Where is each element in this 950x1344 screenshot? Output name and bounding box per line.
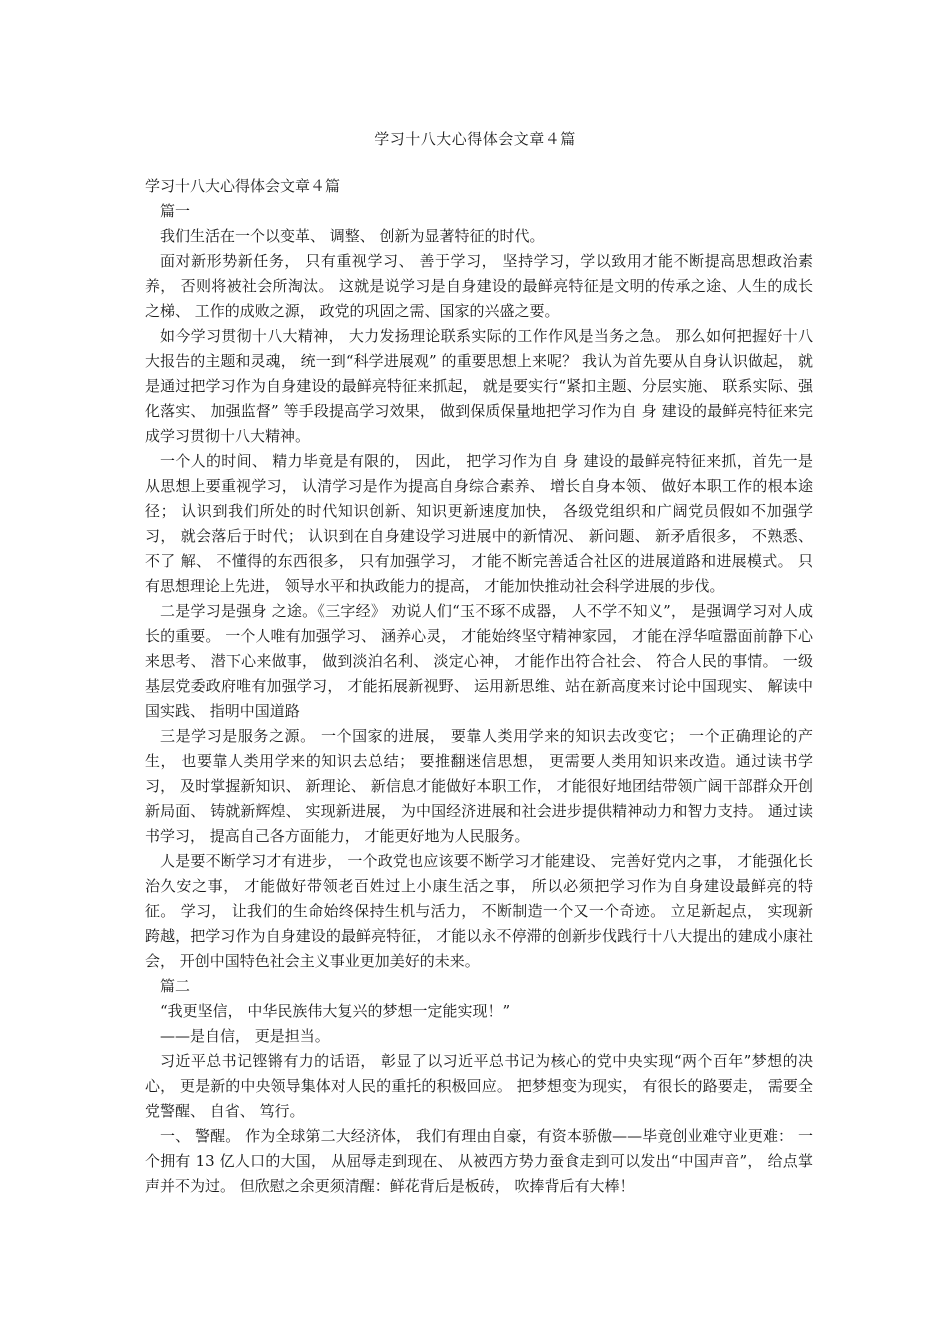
paragraph: 如今学习贯彻十八大精神， 大力发扬理论联系实际的工作作风是当务之急。 那么如何把握好十八大报告的主题和灵魂， 统一到“科学进展观” 的重要思想上来呢？ 我认为首先要从自身认识做起， 就是通过把学习作为自身建设的最鲜亮特征来抓起， 就是要实行“紧扣主题、分层实施、 联系实际、强化落实、 加强监督” 等手段提高学习效果， 做到保质保量地把学习作为自 身 建设的最鲜亮特征来完成学习贯彻十八大精神。 xyxy=(145,327,813,445)
paragraph: 一个人的时间、 精力毕竟是有限的， 因此， 把学习作为自 身 建设的最鲜亮特征来抓，首先一是从思想上要重视学习， 认清学习是作为提高自身综合素养、 增长自身本领、 做好本职工作的根本途径； 认识到我们所处的时代知识创新、知识更新速度加快， 各级党组织和广阔党员假如不加强学习， 就会落后于时代； 认识到在自身建设学习进展中的新情况、 新问题、 新矛盾很多， 不熟悉、 不了 解、 不懂得的东西很多， 只有加强学习， 才能不断完善适合社区的进展道路和进展模式。 只有思想理论上先进， 领导水平和执政能力的提高， 才能加快推动社会科学进展的步伐。 xyxy=(145,452,813,595)
paragraph: 一、 警醒。 作为全球第二大经济体， 我们有理由自豪，有资本骄傲——毕竟创业难守业更难： 一个拥有 13 亿人口的大国， 从屈辱走到现在、 从被西方势力蚕食走到可以发出“中国声音”， 给点掌声并不为过。 但欣慰之余更须清醒：鲜花背后是板砖， 吹捧背后有大棒！ xyxy=(145,1127,813,1195)
document-subtitle: 学习十八大心得体会文章４篇 xyxy=(145,177,341,195)
paragraph: 我们生活在一个以变革、 调整、 创新为显著特征的时代。 xyxy=(160,227,545,245)
paragraph: ——是自信， 更是担当。 xyxy=(160,1027,330,1045)
paragraph: 面对新形势新任务， 只有重视学习、 善于学习， 坚持学习，学以致用才能不断提高思想政治素养， 否则将被社会所淘汰。 这就是说学习是自身建设的最鲜亮特征是文明的传承之途、人生的成长之梯、 工作的成败之源， 政党的巩固之需、国家的兴盛之要。 xyxy=(145,252,813,320)
paragraph: 二是学习是强身 之途。《三字经》 劝说人们“玉不琢不成器， 人不学不知义”， 是强调学习对人成长的重要。 一个人唯有加强学习、 涵养心灵， 才能始终坚守精神家园， 才能在浮华喧嚣面前静下心来思考、 潜下心来做事， 做到淡泊名利、 淡定心神， 才能作出符合社会、 符合人民的事情。 一级基层党委政府唯有加强学习， 才能拓展新视野、 运用新思维、站在新高度来讨论中国现实、 解读中国实践、 指明中国道路 xyxy=(145,602,813,720)
document-body xyxy=(145,174,813,1199)
paragraph: 习近平总书记铿锵有力的话语， 彰显了以习近平总书记为核心的党中央实现“两个百年”梦想的决心， 更是新的中央领导集体对人民的重托的积极回应。 把梦想变为现实， 有很长的路要走， 需要全党警醒、 自省、 笃行。 xyxy=(145,1052,813,1120)
section-heading-part1: 篇一 xyxy=(160,202,191,220)
section-heading-part2: 篇二 xyxy=(160,977,191,995)
paragraph: 人是要不断学习才有进步， 一个政党也应该要不断学习才能建设、 完善好党内之事， 才能强化长治久安之事， 才能做好带领老百姓过上小康生活之事， 所以必须把学习作为自身建设最鲜亮的特征。 学习， 让我们的生命始终保持生机与活力， 不断制造一个又一个奇迹。 立足新起点， 实现新跨越，把学习作为自身建设的最鲜亮特征， 才能以永不停滞的创新步伐践行十八大提出的建成小康社会， 开创中国特色社会主义事业更加美好的未来。 xyxy=(145,852,813,970)
paragraph: 三是学习是服务之源。 一个国家的进展， 要靠人类用学来的知识去改变它； 一个正确理论的产生， 也要靠人类用学来的知识去总结； 要推翻迷信思想， 更需要人类用知识来改造。通过读书学习， 及时掌握新知识、 新理论、 新信息才能做好本职工作， 才能很好地团结带领广阔干部群众开创新局面、 铸就新辉煌、 实现新进展， 为中国经济进展和社会进步提供精神动力和智力支持。 通过读书学习， 提高自己各方面能力， 才能更好地为人民服务。 xyxy=(145,727,813,845)
paragraph: “我更坚信， 中华民族伟大复兴的梦想一定能实现！” xyxy=(160,1002,511,1020)
page-title: 学习十八大心得体会文章４篇 xyxy=(374,130,576,148)
